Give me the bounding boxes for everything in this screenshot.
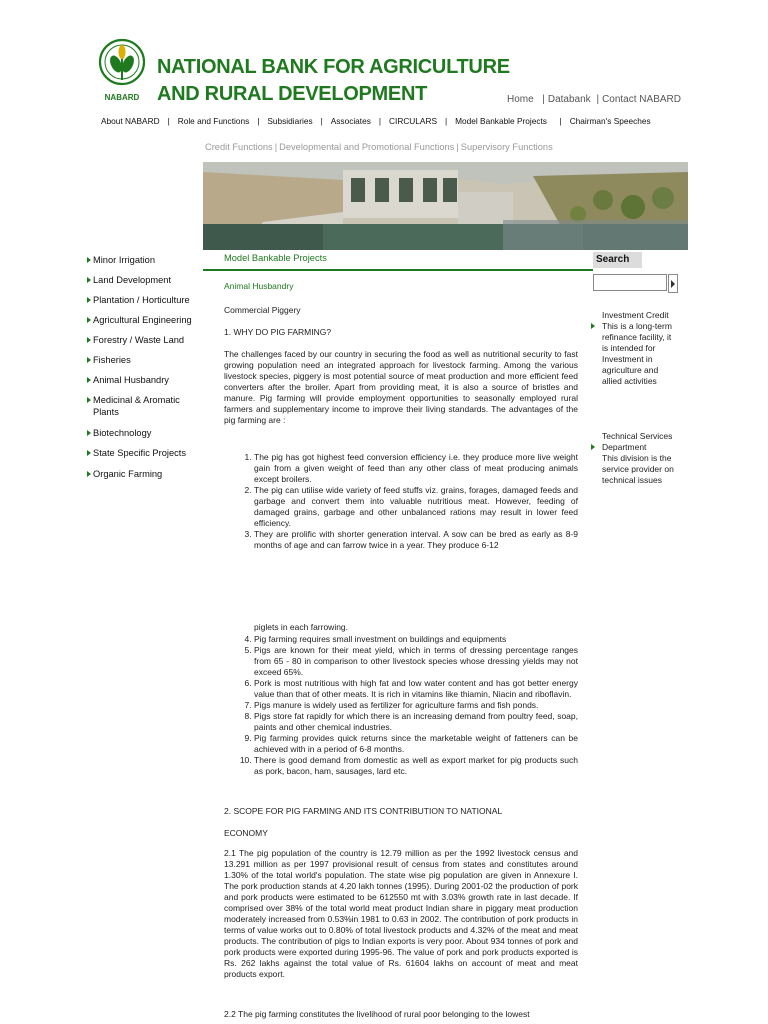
home-link[interactable]: Home — [507, 94, 534, 105]
list-item: 7. Pigs manure is widely used as fertilizer for agriculture farms and fish ponds. — [254, 700, 578, 711]
subnav-supervisory-functions[interactable]: Supervisory Functions — [460, 142, 553, 152]
arrow-right-icon — [591, 444, 595, 450]
section-heading-1: 1. WHY DO PIG FARMING? — [224, 327, 332, 337]
technical-services-block — [591, 431, 675, 486]
arrow-right-icon — [87, 257, 91, 263]
leftnav-forestry-wasteland[interactable]: Forestry / Waste Land — [87, 334, 184, 346]
list-item: 4. Pig farming requires small investment on buildings and equipments — [254, 634, 578, 645]
section-title: Model Bankable Projects — [224, 253, 327, 263]
technical-services-description: This division is the service provider on technical issues — [602, 453, 674, 485]
arrow-right-icon — [87, 450, 91, 456]
leftnav-medicinal-aromatic[interactable]: Medicinal & Aromatic Plants — [87, 394, 193, 418]
sub-nav: Credit Functions | Developmental and Promotional Functions | Supervisory Functions — [205, 142, 553, 152]
leftnav-land-development[interactable]: Land Development — [87, 274, 171, 286]
nav-model-bankable-projects[interactable]: Model Bankable Projects — [455, 116, 547, 126]
arrow-right-icon — [87, 317, 91, 323]
arrow-right-icon — [87, 337, 91, 343]
advantages-list-part2 — [224, 634, 578, 777]
list-item: 2. The pig can utilise wide variety of feed stuffs viz. grains, forages, damaged feeds and garbage and convert them into valuable nutritious meat. However, feeding of damaged grains, garbage and other unbalanced rations may result in lower feed efficiency. — [254, 485, 578, 529]
leftnav-state-specific[interactable]: State Specific Projects — [87, 447, 186, 459]
nav-role-functions[interactable]: Role and Functions — [177, 116, 250, 126]
arrow-right-icon — [87, 357, 91, 363]
list-item: 10. There is good demand from domestic as well as export market for pig products such as pork, bacon, ham, sausages, lard etc. — [254, 755, 578, 777]
section-heading-2: 2. SCOPE FOR PIG FARMING AND ITS CONTRIBUTION TO NATIONAL — [224, 806, 503, 816]
category-heading: Animal Husbandry — [224, 281, 294, 291]
databank-link[interactable]: Databank — [547, 94, 591, 105]
arrow-right-icon — [591, 323, 595, 329]
arrow-right-icon — [87, 377, 91, 383]
title-line-2: AND RURAL DEVELOPMENT — [157, 83, 428, 105]
organization-title — [157, 54, 510, 108]
top-links: Home | Databank | Contact NABARD — [507, 94, 681, 105]
nav-associates[interactable]: Associates — [330, 116, 371, 126]
list-item: 9. Pig farming provides quick returns since the marketable weight of fatteners can be achieved with in a period of 6-8 months. — [254, 733, 578, 755]
arrow-right-icon — [87, 277, 91, 283]
svg-text:NABARD: NABARD — [104, 93, 140, 102]
article-subtitle: Commercial Piggery — [224, 305, 301, 315]
leftnav-fisheries[interactable]: Fisheries — [87, 354, 131, 366]
list-item: 3. They are prolific with shorter generation interval. A sow can be bred as early as 8-9 months of age and can farrow twice in a year. They produce 6-12 — [254, 529, 578, 551]
section-heading-2-continued: ECONOMY — [224, 828, 268, 838]
arrow-right-icon — [87, 471, 91, 477]
list-item: 5. Pigs are known for their meat yield, which in terms of dressing percentage ranges from 65 - 80 in comparison to other livestock species whose dressing yields may not exceed 65%. — [254, 645, 578, 678]
leftnav-minor-irrigation[interactable]: Minor Irrigation — [87, 254, 155, 266]
arrow-right-icon — [87, 297, 91, 303]
banner-photo-check-dam — [203, 162, 688, 250]
list-item: 1. The pig has got highest feed conversion efficiency i.e. they produce more live weight gain from a given weight of feed than any other class of meat producing animals except broilers. — [254, 452, 578, 485]
search-go-button[interactable] — [668, 274, 678, 293]
nav-subsidiaries[interactable]: Subsidiaries — [267, 116, 313, 126]
contact-link[interactable]: Contact NABARD — [602, 94, 681, 105]
list-item: 8. Pigs store fat rapidly for which there is an increasing demand from poultry feed, soap, paints and other chemical industries. — [254, 711, 578, 733]
technical-services-link[interactable]: Technical Services Department — [602, 431, 673, 452]
leftnav-plantation-horticulture[interactable]: Plantation / Horticulture — [87, 294, 190, 306]
investment-credit-description: This is a long-term refinance facility, it is intended for Investment in agriculture and allied activities — [602, 321, 672, 386]
arrow-right-icon — [87, 430, 91, 436]
subnav-developmental-functions[interactable]: Developmental and Promotional Functions — [279, 142, 455, 152]
investment-credit-link[interactable]: Investment Credit — [602, 310, 669, 320]
nabard-logo — [94, 36, 150, 104]
paragraph-2-2: 2.2 The pig farming constitutes the livelihood of rural poor belonging to the lowest — [224, 1009, 530, 1019]
list-item: 6. Pork is most nutritious with high fat and low water content and has got better energy value than that of other meats. It is rich in vitamins like thiamin, Niacin and riboflavin. — [254, 678, 578, 700]
nav-chairman-speeches[interactable]: Chairman's Speeches — [569, 116, 651, 126]
list-continuation: piglets in each farrowing. — [254, 622, 349, 632]
leftnav-animal-husbandry[interactable]: Animal Husbandry — [87, 374, 169, 386]
nav-about[interactable]: About NABARD — [101, 116, 160, 126]
advantages-list-part1 — [224, 452, 578, 551]
subnav-credit-functions[interactable]: Credit Functions — [205, 142, 273, 152]
nav-circulars[interactable]: CIRCULARS — [389, 116, 437, 126]
intro-paragraph: The challenges faced by our country in securing the food as well as nutritional security to fast growing population need an integrated approach for livestock farming. Among the various livestock species, piggery is most potential source of meat production and more efficient feed converters after the broiler. Apart from providing meat, it is also a source of bristles and manure. Pig farming will provide employment opportunities to seasonally employed rural farmers and supplementary income to improve their living standards. The advantages of the pig farming are : — [224, 349, 578, 425]
paragraph-2-1: 2.1 The pig population of the country is 12.79 million as per the 1992 livestock census and 13.291 million as per 1997 provisional result of census from states and constitutes around 1.30% of the total world's population. The state wise pig population are given in Annexure I. The pork production stands at 4.20 lakh tonnes (1995). During 2001-02 the production of pork and pork products were estimated to be 612550 mt with 3.03% growth rate in last decade. If comprised over 38% of the total world meat product Indian share in piggary meat production moderately increased from 0.53%in 1981 to 0.63 in 2002. The contribution of pork products in terms of value works out to 0.80% of total livestock products and 4.32% of the meat and meat products. The contribution of pigs to Indian exports is very poor. About 934 tonnes of pork and pork products were exported during 1995-96. The value of pork and pork products exported is Rs. 262 lakhs against the total value of Rs. 61604 lakhs on account of meat and meat products export. — [224, 848, 578, 979]
leftnav-biotechnology[interactable]: Biotechnology — [87, 427, 151, 439]
investment-credit-block — [591, 310, 675, 387]
main-nav: About NABARD | Role and Functions | Subsidiaries | Associates | CIRCULARS | Model Bankable Projects | Chairman's Speeches — [101, 116, 651, 126]
leftnav-organic-farming[interactable]: Organic Farming — [87, 468, 162, 480]
section-header — [203, 251, 593, 271]
search-input[interactable] — [593, 274, 667, 291]
title-line-1: NATIONAL BANK FOR AGRICULTURE — [157, 56, 510, 78]
leftnav-agricultural-engineering[interactable]: Agricultural Engineering — [87, 314, 192, 326]
search-label: Search — [593, 252, 642, 268]
arrow-right-icon — [87, 397, 91, 403]
